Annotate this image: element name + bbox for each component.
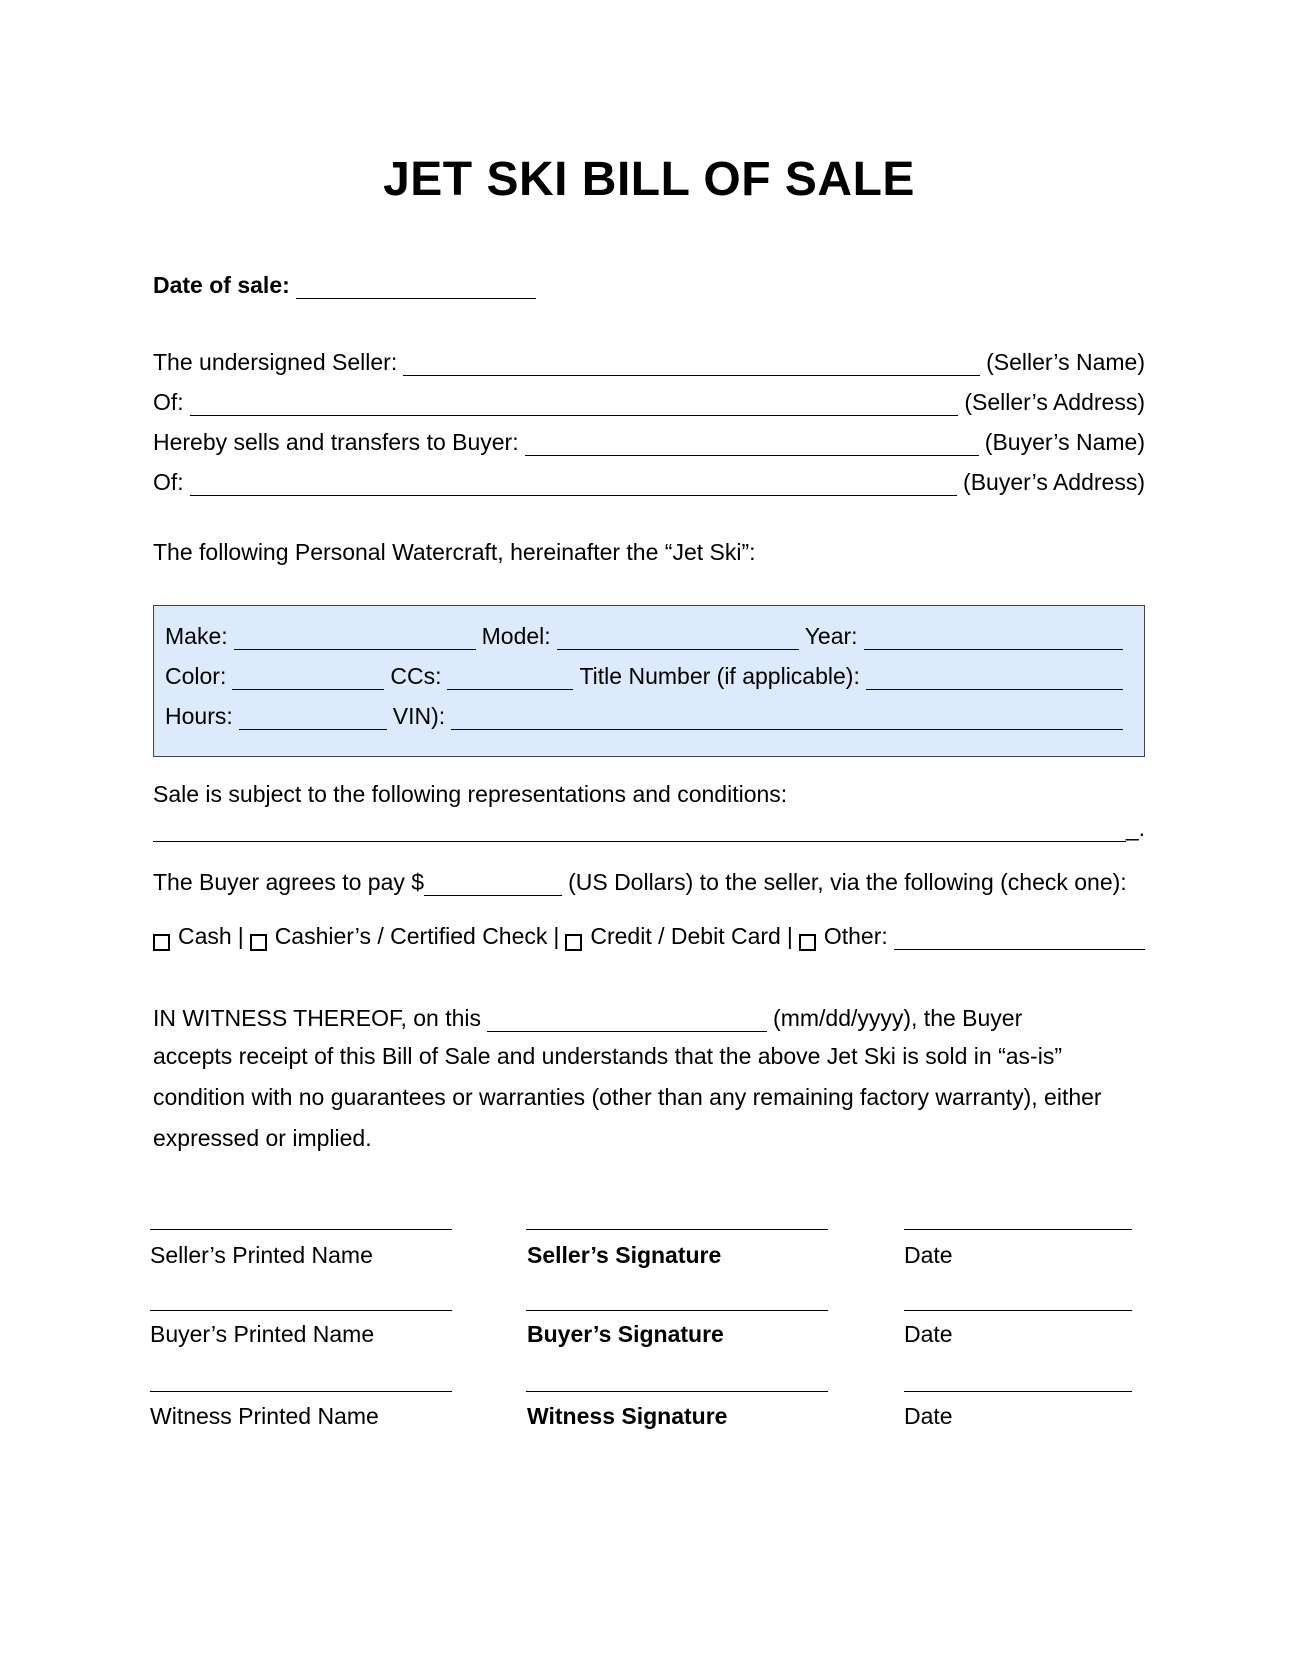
separator: | bbox=[553, 923, 560, 949]
cash-label: Cash bbox=[178, 923, 232, 949]
separator: | bbox=[786, 923, 793, 949]
witness-body: accepts receipt of this Bill of Sale and understands that the above Jet Ski is sold in “as-is” condition with no guarantees or warranties (other than any remaining factory warranty), either expressed or implied. bbox=[153, 1043, 1102, 1151]
buyer-address-field[interactable] bbox=[190, 473, 957, 496]
witness-date-row bbox=[153, 996, 1145, 1032]
card-checkbox[interactable] bbox=[565, 934, 582, 951]
seller-name-suffix: (Seller’s Name) bbox=[986, 349, 1145, 375]
color-field[interactable] bbox=[232, 667, 384, 690]
date-of-sale-label: Date of sale: bbox=[153, 272, 290, 298]
seller-date-line[interactable] bbox=[904, 1229, 1132, 1230]
witness-signature-line[interactable] bbox=[526, 1391, 828, 1392]
buyer-date-label: Date bbox=[904, 1321, 953, 1347]
year-label: Year: bbox=[804, 623, 858, 649]
title-number-field[interactable] bbox=[866, 667, 1123, 690]
buyer-printed-label: Buyer’s Printed Name bbox=[150, 1321, 375, 1347]
witness-date-line[interactable] bbox=[904, 1391, 1132, 1392]
hours-field[interactable] bbox=[239, 707, 387, 730]
conditions-end: _. bbox=[1125, 815, 1145, 841]
witness-printed-label: Witness Printed Name bbox=[150, 1403, 379, 1429]
payment-prefix: The Buyer agrees to pay $ bbox=[153, 869, 425, 895]
buyer-date-line[interactable] bbox=[904, 1310, 1132, 1311]
cashiers-check-checkbox[interactable] bbox=[250, 934, 267, 951]
separator: | bbox=[237, 923, 244, 949]
seller-printed-line[interactable] bbox=[150, 1229, 452, 1230]
payment-suffix: (US Dollars) to the seller, via the following (check one): bbox=[568, 869, 1127, 895]
cashiers-check-label: Cashier’s / Certified Check bbox=[274, 923, 548, 949]
other-checkbox[interactable] bbox=[799, 934, 816, 951]
buyer-address-row bbox=[153, 460, 1145, 496]
conditions-row bbox=[153, 806, 1145, 842]
buyer-name-suffix: (Buyer’s Name) bbox=[984, 429, 1145, 455]
make-label: Make: bbox=[165, 623, 228, 649]
payment-amount-field[interactable] bbox=[424, 873, 562, 896]
buyer-signature-label: Buyer’s Signature bbox=[527, 1321, 724, 1347]
seller-address-field[interactable] bbox=[190, 393, 959, 416]
color-ccs-title-row bbox=[165, 656, 1129, 690]
card-label: Credit / Debit Card bbox=[590, 923, 781, 949]
buyer-signature-line[interactable] bbox=[526, 1310, 828, 1311]
hours-vin-row bbox=[165, 696, 1129, 730]
seller-signature-label: Seller’s Signature bbox=[527, 1242, 722, 1268]
cash-checkbox[interactable] bbox=[153, 934, 170, 951]
vin-field[interactable] bbox=[451, 707, 1123, 730]
seller-address-prefix: Of: bbox=[153, 389, 184, 415]
buyer-name-prefix: Hereby sells and transfers to Buyer: bbox=[153, 429, 519, 455]
vin-label: VIN): bbox=[392, 703, 446, 729]
jet-ski-details-box bbox=[153, 605, 1145, 757]
seller-name-row bbox=[153, 340, 1145, 376]
payment-amount-row bbox=[153, 860, 1145, 896]
buyer-name-field[interactable] bbox=[525, 433, 979, 456]
ccs-field[interactable] bbox=[447, 667, 573, 690]
seller-date-label: Date bbox=[904, 1242, 953, 1268]
hours-label: Hours: bbox=[165, 703, 233, 729]
make-model-year-row bbox=[165, 616, 1129, 650]
title-number-label: Title Number (if applicable): bbox=[579, 663, 860, 689]
other-label: Other: bbox=[823, 923, 888, 949]
witness-date-label: Date bbox=[904, 1403, 953, 1429]
witness-date-field[interactable] bbox=[487, 1009, 767, 1032]
seller-signature-line[interactable] bbox=[526, 1229, 828, 1230]
seller-address-row bbox=[153, 380, 1145, 416]
seller-name-field[interactable] bbox=[403, 353, 980, 376]
model-field[interactable] bbox=[557, 627, 799, 650]
year-field[interactable] bbox=[864, 627, 1123, 650]
witness-prefix: IN WITNESS THEREOF, on this bbox=[153, 1005, 482, 1031]
seller-address-suffix: (Seller’s Address) bbox=[964, 389, 1145, 415]
model-label: Model: bbox=[481, 623, 551, 649]
other-field[interactable] bbox=[894, 927, 1145, 950]
witness-suffix: (mm/dd/yyyy), the Buyer bbox=[773, 1005, 1023, 1031]
buyer-printed-line[interactable] bbox=[150, 1310, 452, 1311]
conditions-label: Sale is subject to the following representations and conditions: bbox=[153, 781, 788, 807]
witness-printed-line[interactable] bbox=[150, 1391, 452, 1392]
date-of-sale-field[interactable] bbox=[296, 276, 536, 299]
seller-name-prefix: The undersigned Seller: bbox=[153, 349, 398, 375]
buyer-address-prefix: Of: bbox=[153, 469, 184, 495]
buyer-address-suffix: (Buyer’s Address) bbox=[963, 469, 1145, 495]
ccs-label: CCs: bbox=[390, 663, 442, 689]
payment-method-row bbox=[153, 914, 1145, 950]
make-field[interactable] bbox=[234, 627, 476, 650]
conditions-field[interactable] bbox=[153, 819, 1126, 842]
watercraft-intro-text: The following Personal Watercraft, hereinafter the “Jet Ski”: bbox=[153, 539, 756, 565]
color-label: Color: bbox=[165, 663, 227, 689]
seller-printed-label: Seller’s Printed Name bbox=[150, 1242, 373, 1268]
witness-signature-label: Witness Signature bbox=[527, 1403, 728, 1429]
watercraft-intro bbox=[153, 530, 1145, 566]
document-title: JET SKI BILL OF SALE bbox=[383, 153, 915, 206]
date-of-sale-row bbox=[153, 263, 1145, 299]
conditions-label-row bbox=[153, 772, 1145, 808]
buyer-name-row bbox=[153, 420, 1145, 456]
